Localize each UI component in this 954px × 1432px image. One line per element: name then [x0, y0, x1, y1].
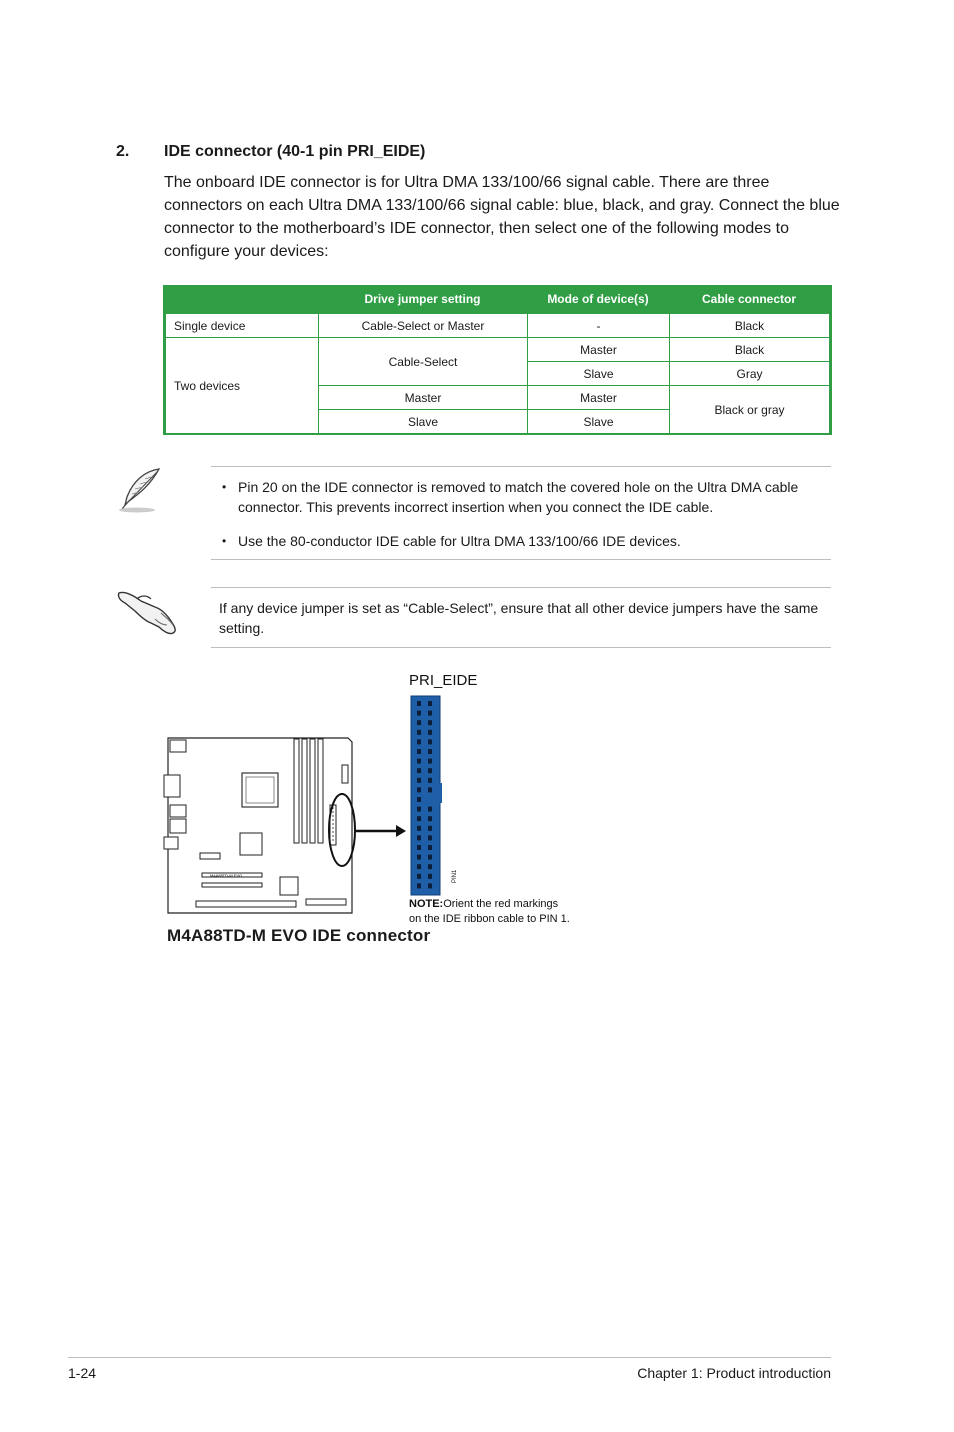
note-bottom-rule	[211, 559, 831, 560]
connector-pin	[428, 807, 432, 812]
connector-pin	[428, 768, 432, 773]
note-top-rule	[211, 466, 831, 467]
table-cell: Slave	[527, 409, 669, 433]
connector-pin	[428, 816, 432, 821]
connector-pin	[417, 701, 421, 706]
connector-pin	[417, 711, 421, 716]
table-cell: Black or gray	[669, 385, 829, 433]
connector-pin	[428, 874, 432, 879]
section-intro: The onboard IDE connector is for Ultra DMA 133/100/66 signal cable. There are three connectors on each Ultra DMA 133/100/66 signal cable: blue, black, and gray. Connect the blue connector to the motherboard’s IDE connector, then select one of the following modes to configure your devices:	[164, 174, 840, 260]
note-bullet-text: Use the 80-conductor IDE cable for Ultra DMA 133/100/66 IDE devices.	[238, 533, 681, 549]
arrow-head	[396, 825, 406, 837]
table-row	[166, 313, 829, 337]
connector-pin	[428, 787, 432, 792]
diagram-caption: M4A88TD-M EVO IDE connector	[167, 926, 431, 945]
pin1-label: PIN1	[452, 869, 458, 883]
feather-pen-icon	[115, 465, 167, 520]
footer-rule	[68, 1357, 831, 1358]
table-cell: Slave	[527, 361, 669, 385]
caution-text: If any device jumper is set as “Cable-Select”, ensure that all other device jumpers have the same setting.	[219, 600, 819, 636]
bullet-dot: •	[222, 534, 227, 548]
diagram-note-line1	[409, 898, 559, 910]
table-header-cell: Drive jumper setting	[318, 285, 527, 313]
connector-pin	[428, 739, 432, 744]
connector-pin	[428, 701, 432, 706]
table-cell: -	[527, 313, 669, 337]
bullet-dot: •	[222, 480, 227, 494]
table-row	[166, 337, 829, 361]
diagram-note-line2: on the IDE ribbon cable to PIN 1.	[409, 913, 570, 925]
connector-pin	[428, 845, 432, 850]
table-cell: Master	[527, 337, 669, 361]
ide-modes-table	[163, 285, 832, 435]
connector-pin	[417, 883, 421, 888]
connector-pin	[428, 778, 432, 783]
connector-pin	[417, 730, 421, 735]
connector-pin	[428, 720, 432, 725]
connector-pin	[417, 720, 421, 725]
note-bullet-text: Pin 20 on the IDE connector is removed to match the covered hole on the Ultra DMA cable connector. This prevents incorrect insertion when you connect the IDE cable.	[238, 479, 799, 515]
table-cell: Cable-Select	[318, 337, 527, 385]
table-cell: Single device	[166, 313, 318, 337]
table-cell: Master	[527, 385, 669, 409]
table-cell: Black	[669, 337, 829, 361]
connector-pin	[417, 864, 421, 869]
section-title: IDE connector (40-1 pin PRI_EIDE)	[164, 143, 426, 160]
connector-pin	[417, 768, 421, 773]
motherboard-outline	[164, 738, 352, 913]
table-cell: Black	[669, 313, 829, 337]
connector-pin	[428, 826, 432, 831]
connector-pin	[417, 807, 421, 812]
connector-pin	[428, 883, 432, 888]
ide-connector	[411, 696, 442, 895]
table-cell: Gray	[669, 361, 829, 385]
connector-pin	[428, 711, 432, 716]
table-cell: Master	[318, 385, 527, 409]
connector-pin	[417, 835, 421, 840]
connector-pin	[428, 730, 432, 735]
connector-pin	[428, 864, 432, 869]
connector-pin	[417, 874, 421, 879]
connector-pin	[428, 759, 432, 764]
connector-pin	[428, 855, 432, 860]
connector-pin	[417, 787, 421, 792]
pointing-hand-icon	[115, 585, 181, 642]
table-cell: Slave	[318, 409, 527, 433]
caution-top-rule	[211, 587, 831, 588]
table-cell: Two devices	[166, 337, 318, 433]
connector-pin	[417, 845, 421, 850]
connector-pin	[417, 759, 421, 764]
connector-pin	[417, 778, 421, 783]
connector-pin	[417, 797, 421, 802]
section-number: 2.	[116, 143, 130, 160]
table-header-cell: Cable connector	[669, 285, 829, 313]
page-number: 1-24	[68, 1365, 97, 1381]
connector-pin	[428, 835, 432, 840]
chapter-title: Chapter 1: Product introduction	[637, 1365, 831, 1381]
caution-bottom-rule	[211, 647, 831, 648]
table-header-cell: Mode of device(s)	[527, 285, 669, 313]
table-header-row	[166, 285, 829, 313]
connector-pin	[417, 739, 421, 744]
note-bold: NOTE:	[409, 898, 444, 910]
note-text: Orient the red markings	[443, 898, 559, 910]
connector-pin	[417, 855, 421, 860]
connector-pin	[417, 749, 421, 754]
table-header-cell	[166, 285, 318, 313]
connector-pin	[428, 749, 432, 754]
connector-label: PRI_EIDE	[409, 672, 478, 689]
board-model-text: M4A88TD-M EVO	[210, 873, 243, 878]
table-cell: Cable-Select or Master	[318, 313, 527, 337]
connector-pin	[417, 826, 421, 831]
ide-connector-diagram	[160, 665, 610, 932]
connector-pin	[417, 816, 421, 821]
